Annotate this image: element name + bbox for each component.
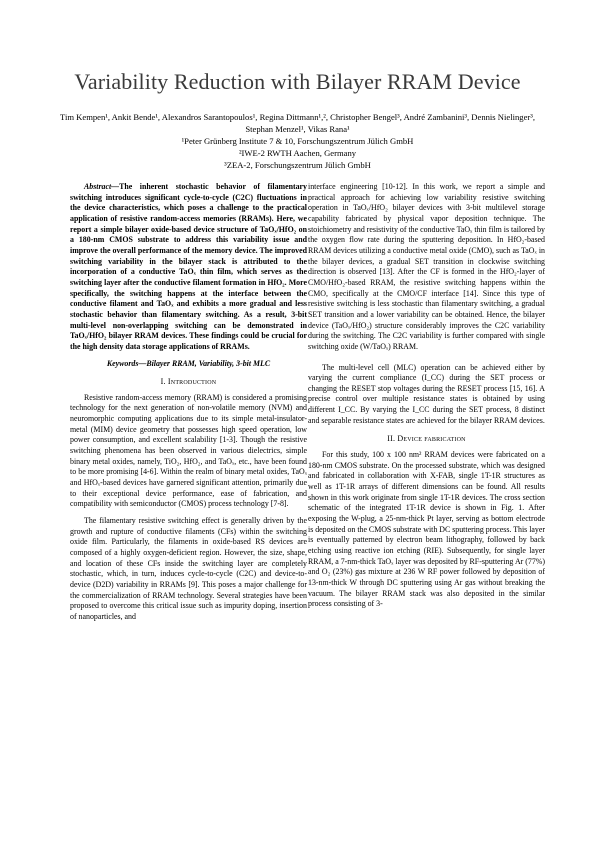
intro-paragraph-2: The filamentary resistive switching effect is generally driven by the growth and rupture of conductive filaments (CFs) within the switching oxide film. Particularly, the filaments in oxide-based RS devices are composed of a highly oxygen-deficient region. However, the size, shape, and location of these CFs inside the switching layer are completely stochastic, which, in turn, induces cycle-to-cycle (C2C) and device-to-device (D2D) variability in RRAMs [9]. This poses a major challenge for the commercialization of RRAM technology. Several strategies have been proposed to overcome this critical issue such as impurity doping, insertion of nanoparticles, and (70, 516, 307, 621)
affiliation-2: ²IWE-2 RWTH Aachen, Germany (238, 147, 357, 158)
affiliation-1: ¹Peter Grünberg Institute 7 & 10, Forschungszentrum Jülich GmbH (181, 136, 414, 146)
section-heading-introduction: I. Introduction (160, 377, 217, 387)
affiliations (100, 136, 495, 171)
intro-paragraph-4: The multi-level cell (MLC) operation can be achieved either by varying the current compliance (I_CC) during the SET process or changing the RESET stop voltages during the RESET process [15, 16]. A precise control over multiple resistance states is obtained by using different I_CC. By varying the I_CC during the SET process, 8 distinct and separable resistance states are achieved for the bilayer RRAM devices. (308, 362, 545, 425)
right-column (308, 182, 545, 610)
section-heading-fabrication: II. Device fabrication (387, 434, 466, 444)
fabrication-paragraph-1: For this study, 100 x 100 nm² RRAM devices were fabricated on a 180-nm CMOS substrate. On the processed substrate, which was designed and fabricated in collaboration with X-FAB, single 1T-1R structures as well as 1T-1R arrays of different dimensions can be found. All results shown in this work originate from single 1T-1R devices. The cross section schematic of the integrated 1T-1R device is shown in Fig. 1. After exposing the W-plug, a 25-nm-thick Pt layer, serving as bottom electrode is deposited on the CMOS substrate with DC sputtering process. This layer is eventually patterned by electron beam lithography, followed by back etching using reactive ion etching (RIE). Subsequently, for single layer RRAM, a 7-nm-thick TaOₓ layer was deposited by RF-sputtering Ar (77%) and O₂ (23%) gas mixture at 236 W RF power followed by deposition of 13-nm-thick W through DC sputtering using Ar gas without breaking the vacuum. The bilayer RRAM stack was also deposited in the similar process consisting of 3- (308, 450, 545, 609)
abstract-label: Abstract— (84, 182, 120, 191)
left-column (70, 182, 307, 623)
abstract (70, 182, 307, 353)
abstract-text: The inherent stochastic behavior of filamentary switching introduces significant cycle-to-cycle (C2C) fluctuations in the device characteristics, which poses a challenge to the practical application of resistive random-access memories (RRAMs). Here, we report a simple bilayer oxide-based device structure of TaOₓ/HfO₂ on a 180-nm CMOS substrate to address this variability issue and improve the overall performance of the memory device. The improved switching variability in the bilayer stack is attributed to the incorporation of a conductive TaOₓ thin film, which serves as the switching layer after the conductive filament formation in HfO₂. More specifically, the switching happens at the interface between the conductive filament and TaOₓ and exhibits a more gradual and less stochastic behavior than filamentary switching. As a result, 3-bit multi-level non-overlapping switching can be demonstrated in TaOₓ/HfO₂ bilayer RRAM devices. These findings could be crucial for the high density data storage applications of RRAMs. (70, 182, 307, 351)
intro-paragraph-3: interface engineering [10-12]. In this work, we report a simple and practical approach for achieving low variability resistive switching operation in TaOₓ/HfO₂ bilayer devices with 3-bit multilevel storage capability fabricated by physical vapor deposition technique. The stoichiometry and resistivity of the conductive TaOₓ thin film is tailored by the oxygen flow rate during the sputtering deposition. In HfO₂-based RRAM devices utilizing a conductive metal oxide (CMO), such as TaOₓ in the bilayer devices, a gradual SET transition in clockwise switching direction is observed [13]. After the CF is formed in the HfO₂-layer of CMO/HfO₂-based RRAM, the resistive switching happens within the CMO, specifically at the CMO/CF interface [14]. Since this type of resistive switching is less stochastic than filamentary switching, a gradual SET transition and a lower variability can be obtained. Hence, the bilayer device (TaOₓ/HfO₂) structure considerably improves the C2C variability during the switching. The C2C variability is further compared with single switching oxide (W/TaOₓ) RRAM. (308, 182, 545, 351)
affiliation-3: ³ZEA-2, Forschungszentrum Jülich GmbH (224, 159, 371, 170)
keywords: Keywords—Bilayer RRAM, Variability, 3-bit MLC (106, 358, 271, 368)
intro-paragraph-1: Resistive random-access memory (RRAM) is considered a promising technology for the next generation of non-volatile memory (NVM) and neuromorphic computing applications due to its simple metal-insulator-metal (MIM) device geometry that possesses high speed operation, low power consumption, and excellent scalability [1-3]. Though the resistive switching phenomena has been observed in various dielectrics, simple binary metal oxides, namely, TiO₂, HfO₂, and TaOₓ, etc., have been found to be more promising [4-6]. Within the realm of binary metal oxides, TaOₓ and HfOₓ-based devices have garnered significant attention, primarily due to their exceptional device performance, ease of fabrication, and compatibility with semiconductor (CMOS) process technology [7-8]. (70, 392, 307, 509)
author-list: Tim Kempen¹, Ankit Bende¹, Alexandros Sarantopoulos¹, Regina Dittmann¹,², Christopher Bengel³, André Zambanini³, Dennis Nielinger³, Stephan Menzel¹, Vikas Rana¹ (60, 112, 535, 134)
paper-title: Variability Reduction with Bilayer RRAM Device (74, 69, 521, 94)
